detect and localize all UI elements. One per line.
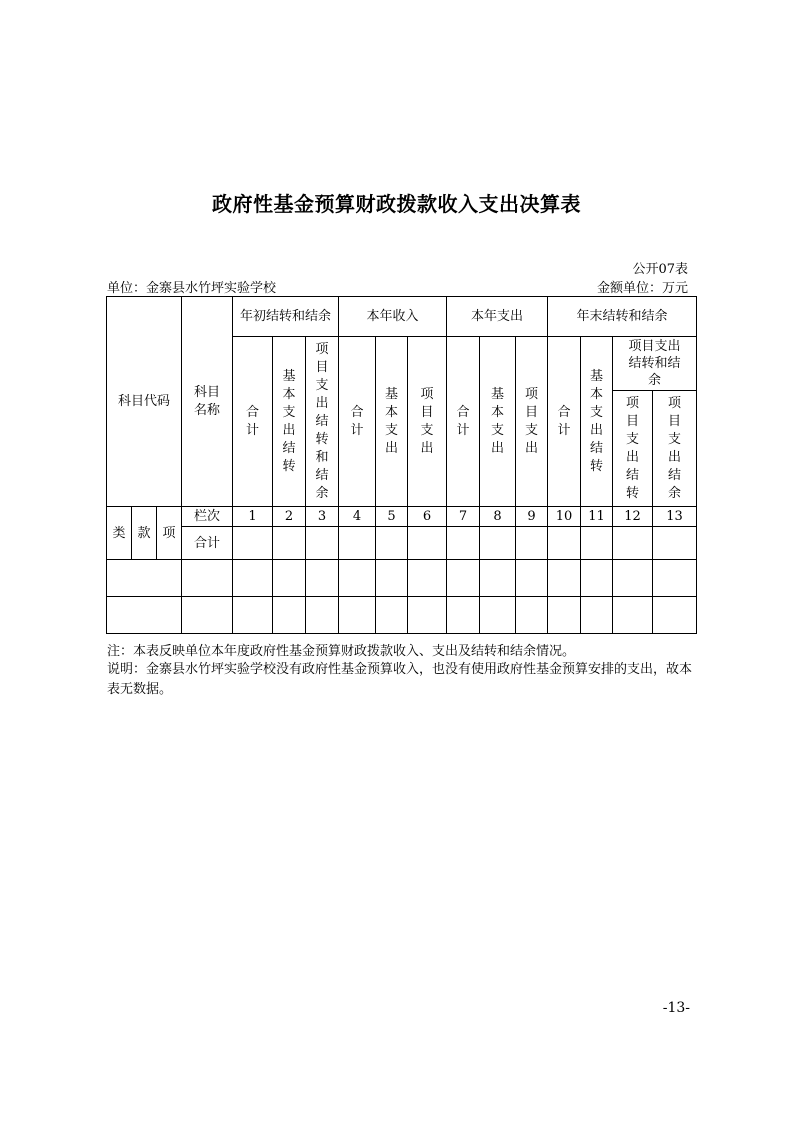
table-cell: [182, 560, 233, 597]
table-cell: [233, 560, 273, 597]
table-cell: [376, 597, 408, 634]
col-num-12: 12: [613, 507, 653, 527]
table-cell: [233, 597, 273, 634]
end-project-carry-header: 项目支出结转: [613, 391, 653, 507]
expense-project-header: 项目支出: [516, 337, 548, 507]
page-title: 政府性基金预算财政拨款收入支出决算表: [212, 192, 581, 216]
expense-basic-header: 基本支出: [480, 337, 516, 507]
table-cell: [548, 597, 581, 634]
category-header: 类: [107, 507, 132, 560]
form-number: 公开07表: [632, 262, 688, 277]
table-cell: [447, 560, 480, 597]
column-index-label: 栏次: [182, 507, 233, 527]
begin-balance-header: 年初结转和结余: [233, 297, 339, 337]
begin-basic-carry-header: 基本支出结转: [273, 337, 306, 507]
table-cell: [376, 527, 408, 560]
col-num-4: 4: [339, 507, 376, 527]
begin-total-header: 合计: [233, 337, 273, 507]
col-num-13: 13: [653, 507, 697, 527]
col-num-1: 1: [233, 507, 273, 527]
table-cell: [548, 527, 581, 560]
subject-name-header: 科目名称: [182, 297, 233, 507]
table-explanation: 说明：金寨县水竹坪实验学校没有政府性基金预算收入，也没有使用政府性基金预算安排的支出，故本表无数据。: [107, 662, 693, 697]
col-num-11: 11: [581, 507, 613, 527]
begin-project-carry-balance-header: 项目支出结转和结余: [306, 337, 339, 507]
table-cell: [516, 597, 548, 634]
col-num-8: 8: [480, 507, 516, 527]
table-cell: [273, 597, 306, 634]
col-num-3: 3: [306, 507, 339, 527]
table-row: [107, 597, 697, 634]
item-header: 项: [157, 507, 182, 560]
table-cell: [408, 527, 447, 560]
sum-row-label: 合计: [182, 527, 233, 560]
col-num-7: 7: [447, 507, 480, 527]
end-balance-header: 年末结转和结余: [548, 297, 697, 337]
table-cell: [306, 527, 339, 560]
table-cell: [339, 527, 376, 560]
table-cell: [408, 597, 447, 634]
subject-code-header: 科目代码: [107, 297, 182, 507]
end-total-header: 合计: [548, 337, 581, 507]
income-total-header: 合计: [339, 337, 376, 507]
table-cell: [447, 527, 480, 560]
table-cell: [613, 527, 653, 560]
table-cell: [306, 560, 339, 597]
table-row: [107, 560, 697, 597]
budget-table: [106, 296, 697, 634]
end-basic-carry-header: 基本支出结转: [581, 337, 613, 507]
table-cell: [376, 560, 408, 597]
money-unit-label: 金额单位：万元: [596, 281, 688, 296]
page-number: -13-: [662, 1000, 690, 1016]
table-cell: [653, 527, 697, 560]
table-cell: [339, 597, 376, 634]
col-num-6: 6: [408, 507, 447, 527]
table-cell: [581, 527, 613, 560]
table-cell: [273, 527, 306, 560]
income-project-header: 项目支出: [408, 337, 447, 507]
table-cell: [613, 597, 653, 634]
unit-label: 单位：金寨县水竹坪实验学校: [107, 281, 277, 296]
table-cell: [306, 597, 339, 634]
table-cell: [613, 560, 653, 597]
table-cell: [581, 560, 613, 597]
col-num-5: 5: [376, 507, 408, 527]
table-cell: [233, 527, 273, 560]
col-num-2: 2: [273, 507, 306, 527]
table-cell: [516, 527, 548, 560]
table-cell: [339, 560, 376, 597]
table-cell: [107, 597, 182, 634]
table-note: 注：本表反映单位本年度政府性基金预算财政拨款收入、支出及结转和结余情况。: [107, 644, 576, 659]
table-cell: [480, 597, 516, 634]
current-income-header: 本年收入: [339, 297, 447, 337]
expense-total-header: 合计: [447, 337, 480, 507]
end-project-carry-balance-header: 项目支出结转和结余: [613, 337, 697, 391]
table-cell: [548, 560, 581, 597]
table-cell: [107, 560, 182, 597]
table-cell: [447, 597, 480, 634]
col-num-10: 10: [548, 507, 581, 527]
table-cell: [653, 560, 697, 597]
table-cell: [480, 560, 516, 597]
table-cell: [480, 527, 516, 560]
table-cell: [516, 560, 548, 597]
table-cell: [273, 560, 306, 597]
table-cell: [408, 560, 447, 597]
income-basic-header: 基本支出: [376, 337, 408, 507]
table-cell: [581, 597, 613, 634]
col-num-9: 9: [516, 507, 548, 527]
table-cell: [182, 597, 233, 634]
current-expense-header: 本年支出: [447, 297, 548, 337]
end-project-balance-header: 项目支出结余: [653, 391, 697, 507]
table-cell: [653, 597, 697, 634]
section-header: 款: [132, 507, 157, 560]
